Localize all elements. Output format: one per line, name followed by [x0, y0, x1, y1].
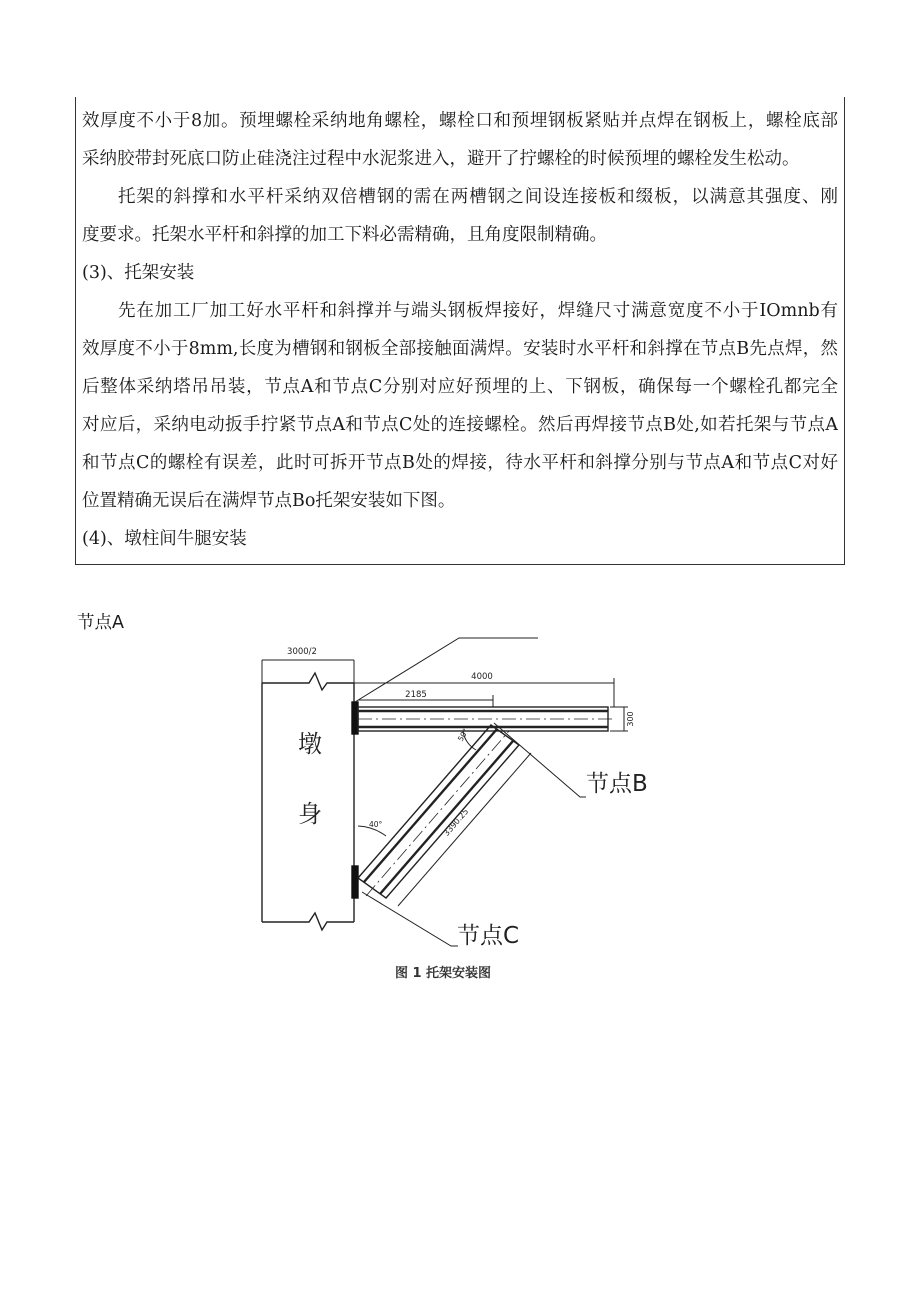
section-heading-3: (3)、托架安装 [82, 263, 195, 283]
dim-brace-length-line [398, 753, 531, 906]
body-line-8: 后整体采纳塔吊吊装，节点A和节点C分别对应好预埋的上、下钢板，确保每一个螺栓孔都完全 [82, 377, 838, 397]
diagonal-brace [358, 725, 519, 898]
body-line-10: 和节点C的螺栓有误差，此时可拆开节点B处的焊接，待水平杆和斜撑分别与节点A和节点C对好 [82, 453, 838, 473]
node-c-leader [362, 892, 458, 946]
section-heading-4: (4)、墩柱间牛腿安装 [82, 529, 247, 549]
node-c-label: 节点C [457, 923, 520, 949]
body-line-6: 先在加工厂加工好水平杆和斜撑并与端头钢板焊接好，焊缝尺寸满意宽度不小于IOmnb有 [118, 301, 838, 321]
dim-4000-text: 4000 [471, 672, 493, 682]
body-line-2: 采纳胶带封死底口防止硅浇注过程中水泥浆进入，避开了拧螺栓的时候预埋的螺栓发生松动。 [82, 149, 800, 169]
upper-embedded-plate [352, 702, 358, 734]
angle-top-text: 50° [455, 726, 471, 743]
dim-brace-length-text: 3390.25 [441, 806, 471, 838]
node-b-label: 节点B [586, 771, 648, 797]
dim-300-text: 300 [626, 711, 635, 727]
node-a-label: 节点A [77, 613, 124, 633]
node-b-leader [494, 723, 586, 797]
body-line-11: 位置精确无误后在满焊节点Bo托架安装如下图。 [82, 491, 456, 511]
body-line-1: 效厚度不小于8加。预埋螺栓采纳地角螺栓，螺栓口和预埋钢板紧贴并点焊在钢板上，螺栓底部 [82, 111, 838, 131]
body-line-4: 度要求。托架水平杆和斜撑的加工下料必需精确，且角度限制精确。 [82, 225, 607, 245]
node-a-leader [355, 638, 538, 702]
lower-embedded-plate [352, 866, 358, 898]
angle-bottom-text: 40° [369, 820, 383, 829]
body-line-3: 托架的斜撑和水平杆采纳双倍槽钢的需在两槽钢之间设连接板和缀板，以满意其强度、刚 [118, 187, 838, 207]
brace-centerline [366, 731, 509, 896]
pier-bottom-break-line [262, 913, 354, 930]
pier-top-break-line [262, 673, 354, 690]
pier-label-1: 墩 [298, 730, 322, 758]
body-line-9: 对应后，采纳电动扳手拧紧节点A和节点C处的连接螺栓。然后再焊接节点B处,如若托架与节点A [82, 415, 838, 435]
dim-half-width-text: 3000/2 [287, 647, 317, 657]
figure-caption: 图 1 托架安装图 [394, 966, 492, 981]
body-line-7: 效厚度不小于8mm,长度为槽钢和钢板全部接触面满焊。安装时水平杆和斜撑在节点B先点焊，然 [82, 339, 838, 359]
dim-2185-text: 2185 [405, 690, 427, 700]
pier-label-2: 身 [298, 800, 322, 828]
